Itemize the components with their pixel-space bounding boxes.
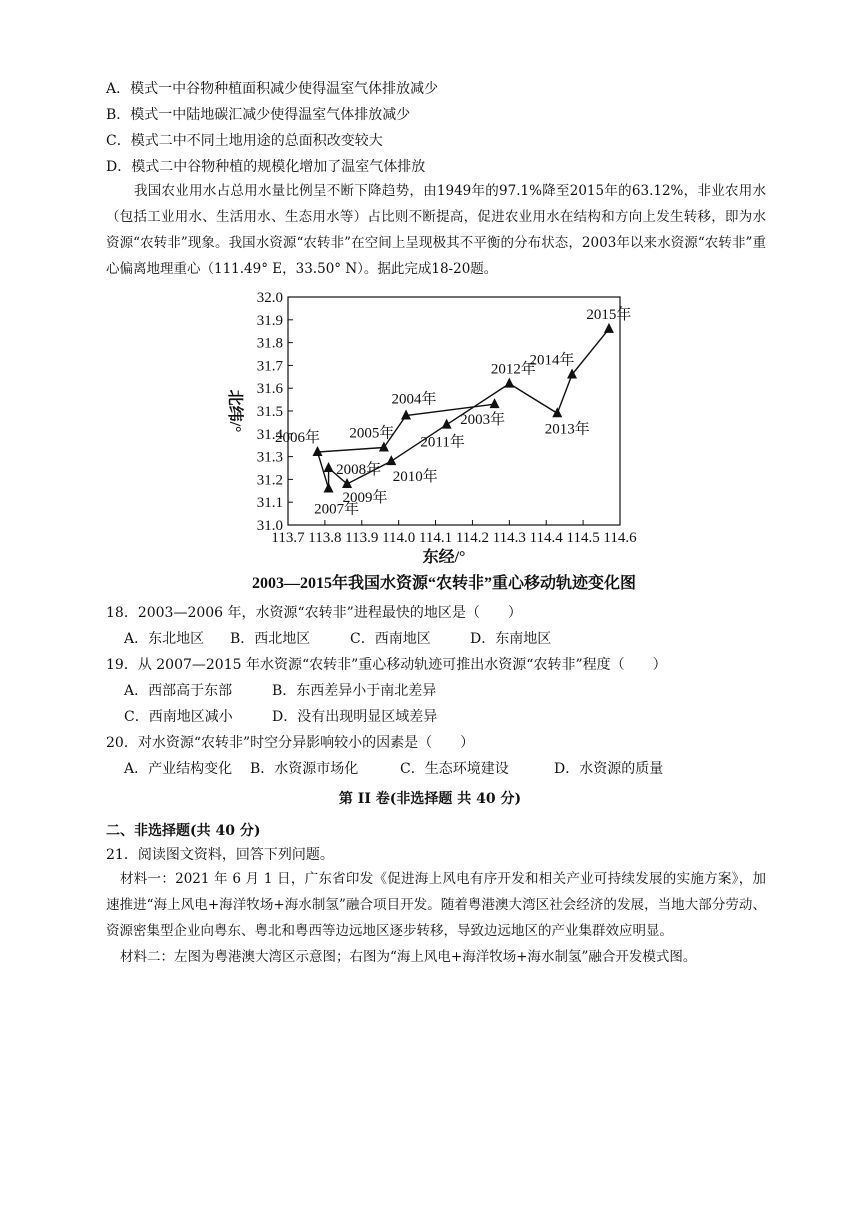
q18-stem: 18．2003—2006 年，水资源“农转非”进程最快的地区是（ ） <box>106 605 522 621</box>
data-point-marker <box>490 398 500 408</box>
data-point-marker <box>313 446 323 456</box>
q18-option-b: B．西北地区 <box>230 631 311 647</box>
x-tick-label: 113.8 <box>308 530 342 546</box>
q19-option-b: B．东西差异小于南北差异 <box>272 683 437 699</box>
x-tick-label: 114.0 <box>382 530 416 546</box>
q19-option-c: C．西南地区减小 <box>124 709 233 725</box>
data-point-marker <box>324 483 334 493</box>
y-tick-label: 31.9 <box>256 312 283 329</box>
data-point-label: 2004年 <box>391 391 437 408</box>
q20-option-c: C．生态环境建设 <box>400 761 509 777</box>
q20-option-b: B．水资源市场化 <box>250 761 359 777</box>
x-tick-label: 114.2 <box>455 530 490 546</box>
material-2: 材料二：左图为粤港澳大湾区示意图；右图为“海上风电+海洋牧场+海水制氢”融合开发模式图。 <box>120 949 697 965</box>
q17-option-c: C．模式二中不同土地用途的总面积改变较大 <box>106 133 383 149</box>
data-point-marker <box>442 419 452 429</box>
y-tick-label: 31.6 <box>256 381 283 398</box>
data-point-marker <box>552 407 562 417</box>
data-point-label: 2009年 <box>342 489 388 506</box>
x-axis-label: 东经/° <box>422 549 466 566</box>
data-point-label: 2007年 <box>314 501 360 518</box>
q19-stem: 19．从 2007—2015 年水资源“农转非”重心移动轨迹可推出水资源“农转非”程度（ ） <box>106 657 667 673</box>
q18-option-a: A．东北地区 <box>124 631 205 647</box>
plot-frame <box>288 297 620 525</box>
data-point-marker <box>324 462 334 472</box>
q20-stem: 20．对水资源“农转非”时空分异影响较小的因素是（ ） <box>106 735 475 751</box>
data-point-marker <box>386 455 396 465</box>
data-point-label: 2005年 <box>349 425 395 442</box>
q20-option-a: A．产业结构变化 <box>124 761 233 777</box>
data-point-label: 2008年 <box>336 462 382 478</box>
data-point-label: 2013年 <box>544 421 590 438</box>
part2-title: 第 II 卷(非选择题 共 40 分) <box>338 791 522 807</box>
x-tick-label: 114.1 <box>418 530 453 546</box>
q17-option-d: D．模式二中谷物种植的规模化增加了温室气体排放 <box>106 159 426 175</box>
section2-heading: 二、非选择题(共 40 分) <box>106 823 261 839</box>
q21-stem: 21．阅读图文资料，回答下列问题。 <box>106 847 334 863</box>
q19-option-a: A．西部高于东部 <box>124 683 233 699</box>
y-tick-label: 31.8 <box>256 335 283 352</box>
q17-option-a: A．模式一中谷物种植面积减少使得温室气体排放减少 <box>106 81 439 97</box>
data-point-marker <box>504 378 514 388</box>
q18-option-c: C．西南地区 <box>350 631 431 647</box>
data-point-label: 2010年 <box>392 469 438 486</box>
data-point-label: 2003年 <box>460 412 506 429</box>
y-tick-label: 31.4 <box>256 426 283 443</box>
q17-option-b: B．模式一中陆地碳汇减少使得温室气体排放减少 <box>106 107 411 123</box>
chart <box>200 285 670 595</box>
x-tick-label: 114.5 <box>566 530 600 546</box>
x-tick-label: 114.3 <box>492 530 526 546</box>
y-tick-label: 32.0 <box>256 290 283 306</box>
data-point-label: 2015年 <box>586 306 632 323</box>
data-point-label: 2011年 <box>420 434 465 451</box>
q19-option-d: D．没有出现明显区域差异 <box>272 709 438 725</box>
x-tick-label: 113.9 <box>345 530 379 546</box>
data-point-label: 2014年 <box>529 352 575 369</box>
data-point-label: 2012年 <box>490 361 536 378</box>
y-tick-label: 31.2 <box>256 472 283 489</box>
y-tick-label: 31.0 <box>256 518 283 534</box>
y-axis-label: 北纬/° <box>226 389 243 433</box>
q20-option-d: D．水资源的质量 <box>554 761 664 777</box>
x-tick-label: 114.6 <box>603 530 637 546</box>
q18-option-d: D．东南地区 <box>470 631 552 647</box>
intro-paragraph: 我国农业用水占总用水量比例呈不断下降趋势，由1949年的97.1%降至2015年的63.12%，非业农用水（包括工业用水、生活用水、生态用水等）占比则不断提高，促进农业用水在结构和方向上发生转移，即为水资源“农转非”现象。我国水资源“农转非”在空间上呈现极其不平衡的分布状态，2003年以来水资源“农转非”重心偏离地理重心（111.49° E，33.50° N）。据此完成18-20题。 <box>106 183 766 277</box>
data-point-marker <box>342 478 352 488</box>
y-tick-label: 31.5 <box>256 404 283 420</box>
data-point-label: 2006年 <box>275 430 321 447</box>
y-tick-label: 31.7 <box>256 358 283 375</box>
x-tick-label: 114.4 <box>529 530 563 546</box>
x-tick-label: 113.7 <box>271 530 305 546</box>
y-tick-label: 31.3 <box>256 449 283 466</box>
y-tick-label: 31.1 <box>256 495 283 512</box>
material-1: 材料一：2021 年 6 月 1 日，广东省印发《促进海上风电有序开发和相关产业可持续发展的实施方案》，加速推进“海上风电+海洋牧场+海水制氢”融合项目开发。随着粤港澳大湾区社会经济的发展，当地大部分劳动、资源密集型企业向粤东、粤北和粤西等边远地区逐步转移，导致边远地区的产业集群效应明显。 <box>106 871 766 939</box>
data-point-marker <box>604 323 614 333</box>
chart-title: 2003—2015年我国水资源“农转非”重心移动轨迹变化图 <box>251 575 637 592</box>
